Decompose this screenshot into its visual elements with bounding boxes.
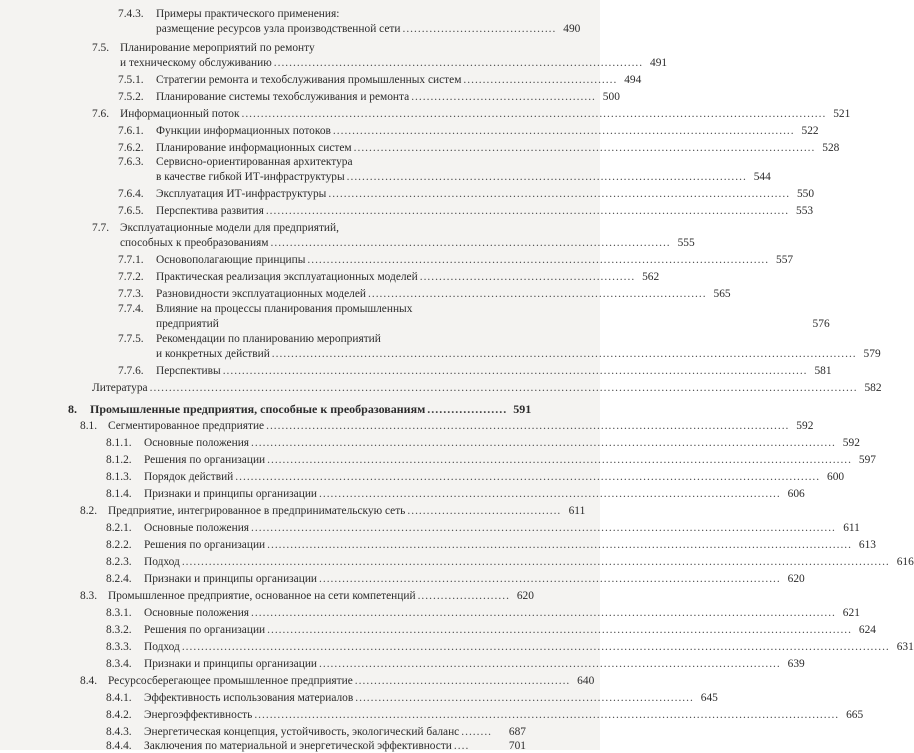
toc-entry-8-3-3 — [106, 641, 914, 654]
toc-entry-page: 687 — [508, 726, 526, 738]
leader-dots: ........................................................................................ — [355, 692, 694, 704]
leader-dots: ........................................................................................................................................................................................ — [149, 382, 858, 394]
toc-entry-title: Основные положения — [144, 437, 250, 449]
toc-entry-number: 8.2.3. — [106, 556, 132, 568]
leader-dots: ........................................ — [463, 74, 618, 86]
toc-entry-page: 528 — [822, 142, 840, 154]
toc-entry-number: 8.4.1. — [106, 692, 132, 704]
toc-entry-7-6-3 — [118, 156, 518, 169]
toc-entry-title: Сервисно-ориентированная архитектура — [156, 156, 353, 168]
toc-entry-7-7-5-cont — [156, 348, 881, 361]
toc-entry-title: Промышленное предприятие, основанное на сети компетенций — [108, 590, 416, 602]
toc-entry-page: 665 — [846, 709, 864, 721]
leader-dots: ........................................................................................................................................................ — [271, 348, 857, 360]
leader-dots: ........................................................................................................................................................ — [235, 471, 821, 483]
leader-dots: ........................................................................................................................................ — [265, 205, 790, 217]
toc-entry-number: 7.5.1. — [118, 74, 144, 86]
leader-dots: ........................................................................................................................................................................................ — [181, 641, 890, 653]
leader-dots: ........................................................................................................................................................................................ — [181, 556, 890, 568]
toc-entry-title-cont: и техническому обслуживанию — [120, 57, 272, 69]
toc-entry-8-1-3 — [106, 471, 845, 484]
toc-entry-title: Признаки и принципы организации — [144, 573, 318, 585]
toc-entry-title: Ресурсосберегающее промышленное предприятие — [108, 675, 353, 687]
toc-entry-title: Подход — [144, 556, 180, 568]
toc-entry-number: 8.2.1. — [106, 522, 132, 534]
leader-dots: .................... — [427, 402, 508, 416]
toc-entry-page: 494 — [624, 74, 642, 86]
toc-entry-7-6-3-cont — [156, 171, 771, 184]
toc-entry-7-6-1 — [118, 125, 819, 138]
toc-entry-7-7-5 — [118, 333, 518, 346]
toc-entry-page: 576 — [812, 318, 830, 330]
toc-entry-number: 7.6.2. — [118, 142, 144, 154]
toc-entry-page: 624 — [858, 624, 876, 636]
toc-entry-number: 7.5.2. — [118, 91, 144, 103]
leader-dots: ........ — [461, 726, 493, 738]
toc-entry-title: Стратегии ремонта и техобслуживания промышленных систем — [156, 74, 462, 86]
toc-entry-7-5-1 — [118, 74, 642, 87]
toc-entry-7-6-4 — [118, 188, 815, 201]
toc-entry-page: 597 — [858, 454, 876, 466]
leader-dots: ........................................................................................................................................................ — [251, 607, 836, 619]
leader-dots: ........................................................................................................................ — [319, 658, 781, 670]
toc-entry-title: Перспективы — [156, 365, 221, 377]
toc-entry-number: 8.3.3. — [106, 641, 132, 653]
toc-entry-number: 7.7.1. — [118, 254, 144, 266]
toc-entry-title: Решения по организации — [144, 454, 266, 466]
leader-dots: ........................................................................................................ — [270, 237, 671, 249]
toc-entry-7-7-cont — [120, 237, 695, 250]
toc-entry-8-1-1 — [106, 437, 860, 450]
toc-entry-title-cont: в качестве гибкой ИТ-инфраструктуры — [156, 171, 345, 183]
toc-entry-page: 555 — [677, 237, 695, 249]
toc-entry-title: Заключения по материальной и энергетической эффективности — [144, 740, 452, 752]
toc-entry-page: 521 — [833, 108, 851, 120]
toc-entry-page: 613 — [858, 539, 876, 551]
toc-entry-title-cont: и конкретных действий — [156, 348, 270, 360]
toc-entry-number: 7.6.3. — [118, 156, 144, 168]
toc-entry-title: Решения по организации — [144, 539, 266, 551]
toc-entry-title-cont: размещение ресурсов узла производственной сети — [156, 23, 401, 35]
toc-chapter-8 — [68, 402, 532, 416]
toc-entry-8-4-2 — [106, 709, 864, 722]
leader-dots: ................................................................................................ — [273, 57, 644, 69]
toc-entry-7-4-3 — [118, 8, 518, 21]
leader-dots: ........................................................................................................................................................ — [251, 522, 836, 534]
toc-entry-number: 7.6.5. — [118, 205, 144, 217]
toc-entry-page: 611 — [843, 522, 860, 534]
toc-entry-page: 606 — [787, 488, 805, 500]
toc-entry-8-3-2 — [106, 624, 876, 637]
toc-entry-page: 557 — [776, 254, 794, 266]
leader-dots: ........................................................................................................................................................ — [267, 454, 852, 466]
toc-entry-8-4-4 — [106, 740, 526, 753]
leader-dots: ........................................ — [402, 23, 557, 35]
leader-dots — [221, 318, 806, 331]
toc-entry-title: Информационный поток — [120, 108, 240, 120]
toc-entry-title: Эксплуатация ИТ-инфраструктуры — [156, 188, 327, 200]
toc-entry-page: 631 — [896, 641, 914, 653]
toc-entry-7-6-2 — [118, 142, 840, 155]
leader-dots: ........................................................................................ — [368, 288, 707, 300]
toc-entry-7-7-1 — [118, 254, 794, 267]
toc-entry-title: Признаки и принципы организации — [144, 488, 318, 500]
toc-entry-title: Влияние на процессы планирования промышленных — [156, 303, 413, 315]
toc-entry-title-cont: способных к преобразованиям — [120, 237, 269, 249]
toc-entry-number: 8.1.2. — [106, 454, 132, 466]
leader-dots: ........................................................................................................................................................ — [251, 437, 836, 449]
toc-entry-page: 579 — [863, 348, 881, 360]
toc-entry-title: Рекомендации по планированию мероприятий — [156, 333, 381, 345]
toc-entry-7-7-6 — [118, 365, 832, 378]
toc-entry-7-7-4 — [118, 303, 518, 316]
toc-entry-number: 7.7.4. — [118, 303, 144, 315]
toc-entry-number: 8.3.4. — [106, 658, 132, 670]
leader-dots: ........................................................................................................................................................ — [254, 709, 840, 721]
toc-entry-number: 7.6.1. — [118, 125, 144, 137]
toc-entry-8-4 — [80, 675, 595, 688]
leader-dots: ........................................................................................................................ — [332, 125, 795, 137]
toc-entry-page: 640 — [577, 675, 595, 687]
toc-entry-number: 7.7.6. — [118, 365, 144, 377]
toc-entry-number: 7.7.5. — [118, 333, 144, 345]
leader-dots: ........................ — [417, 590, 510, 602]
toc-entry-7-7-2 — [118, 271, 660, 284]
leader-dots: ........................................................................................................................................................ — [267, 539, 852, 551]
toc-entry-title: Подход — [144, 641, 180, 653]
toc-entry-7-5 — [92, 42, 512, 55]
toc-entry-page: 611 — [568, 505, 586, 517]
leader-dots: ........................................................................................................ — [346, 171, 747, 183]
leader-dots: ........................................................................................................................................................ — [241, 108, 827, 120]
toc-entry-7-6-5 — [118, 205, 814, 218]
toc-entry-page: 544 — [753, 171, 771, 183]
toc-entry-title: Признаки и принципы организации — [144, 658, 318, 670]
toc-entry-title: Эксплуатационные модели для предприятий, — [120, 222, 339, 234]
toc-entry-title: Промышленные предприятия, способные к преобразованиям — [90, 402, 426, 416]
toc-entry-7-5-cont — [120, 57, 668, 70]
leader-dots: ................................................ — [411, 91, 596, 103]
toc-entry-number: 8.2. — [80, 505, 98, 517]
toc-entry-title: Порядок действий — [144, 471, 234, 483]
toc-entry-title: Перспектива развития — [156, 205, 264, 217]
toc-entry-page: 592 — [842, 437, 860, 449]
leader-dots: ........................................................................................................................ — [328, 188, 791, 200]
leader-dots: ........................................................................................................................ — [319, 573, 781, 585]
toc-entry-number: 8.4.2. — [106, 709, 132, 721]
toc-entry-page: 491 — [650, 57, 668, 69]
toc-entry-7-7-4-cont — [156, 318, 830, 331]
toc-entry-title: Примеры практического применения: — [156, 8, 340, 20]
leader-dots: ........................................................................................................................ — [307, 254, 770, 266]
toc-entry-number: 8.1.3. — [106, 471, 132, 483]
leader-dots: ........................................................................................................................................................ — [267, 624, 852, 636]
toc-entry-8-1-4 — [106, 488, 805, 501]
toc-entry-title-cont: предприятий — [156, 318, 219, 330]
leader-dots: ........................................................................................................................................ — [266, 420, 790, 432]
toc-entry-page: 592 — [796, 420, 814, 432]
leader-dots: ........................................................ — [419, 271, 636, 283]
toc-entry-number: 8.4. — [80, 675, 98, 687]
toc-entry-page: 565 — [713, 288, 731, 300]
toc-entry-title: Планирование мероприятий по ремонту — [120, 42, 315, 54]
toc-entry-title: Практическая реализация эксплуатационных моделей — [156, 271, 418, 283]
toc-entry-page: 616 — [896, 556, 914, 568]
leader-dots: .... — [453, 740, 470, 752]
toc-entry-title: Планирование информационных систем — [156, 142, 352, 154]
toc-entry-7-7-3 — [118, 288, 731, 301]
toc-entry-page: 553 — [796, 205, 814, 217]
toc-entry-7-6 — [92, 108, 851, 121]
toc-entry-title: Основные положения — [144, 522, 250, 534]
toc-entry-number: 8.3.1. — [106, 607, 132, 619]
toc-entry-7-7 — [92, 222, 512, 235]
toc-entry-number: 7.6.4. — [118, 188, 144, 200]
toc-entry-8-2-1 — [106, 522, 860, 535]
toc-entry-title: Разновидности эксплуатационных моделей — [156, 288, 366, 300]
toc-entry-page: 581 — [814, 365, 832, 377]
leader-dots: ........................................................................................................................ — [353, 142, 816, 154]
toc-entry-title: Планирование системы техобслуживания и ремонта — [156, 91, 410, 103]
toc-entry-title: Энергоэффективность — [144, 709, 253, 721]
toc-entry-number: 7.4.3. — [118, 8, 144, 20]
toc-entry-page: 600 — [827, 471, 845, 483]
toc-entry-8-1 — [80, 420, 814, 433]
toc-entry-title: Эффективность использования материалов — [144, 692, 354, 704]
toc-entry-page: 582 — [864, 382, 882, 394]
toc-entry-page: 500 — [602, 91, 620, 103]
toc-entry-page: 621 — [842, 607, 860, 619]
toc-entry-number: 8. — [68, 402, 77, 416]
toc-entry-title: Основные положения — [144, 607, 250, 619]
toc-entry-number: 7.7.3. — [118, 288, 144, 300]
toc-entry-page: 550 — [796, 188, 815, 200]
toc-entry-title: Сегментированное предприятие — [108, 420, 265, 432]
toc-entry-page: 620 — [516, 590, 534, 602]
toc-entry-8-2-3 — [106, 556, 914, 569]
toc-entry-title: Функции информационных потоков — [156, 125, 331, 137]
toc-entry-title: Литература — [92, 382, 148, 394]
toc-entry-8-1-2 — [106, 454, 876, 467]
leader-dots: ........................................................................................................................ — [319, 488, 781, 500]
toc-entry-8-2 — [80, 505, 586, 518]
toc-entry-number: 8.4.4. — [106, 740, 132, 752]
toc-entry-page: 645 — [700, 692, 718, 704]
toc-entry-page: 490 — [563, 23, 581, 35]
toc-entry-number: 7.7.2. — [118, 271, 144, 283]
toc-entry-8-4-1 — [106, 692, 718, 705]
toc-entry-number: 8.3.2. — [106, 624, 132, 636]
toc-entry-8-3-4 — [106, 658, 805, 671]
toc-entry-title: Решения по организации — [144, 624, 266, 636]
toc-entry-number: 8.1. — [80, 420, 98, 432]
toc-entry-title: Предприятие, интегрированное в предпринимательскую сеть — [108, 505, 406, 517]
toc-entry-page: 701 — [508, 740, 526, 752]
leader-dots: ........................................................................................................................................................ — [222, 365, 808, 377]
toc-entry-number: 8.4.3. — [106, 726, 132, 738]
toc-entry-literature — [92, 382, 882, 395]
toc-entry-8-3-1 — [106, 607, 860, 620]
toc-entry-7-4-3-cont — [156, 23, 581, 36]
toc-entry-number: 7.7. — [92, 222, 110, 234]
toc-entry-page: 562 — [642, 271, 660, 283]
toc-entry-number: 7.6. — [92, 108, 110, 120]
leader-dots: ........................................................ — [354, 675, 571, 687]
toc-entry-page: 620 — [787, 573, 805, 585]
toc-entry-number: 8.1.1. — [106, 437, 132, 449]
toc-entry-title: Энергетическая концепция, устойчивость, экологический баланс — [144, 726, 460, 738]
toc-entry-page: 591 — [513, 402, 532, 416]
toc-entry-page: 639 — [787, 658, 805, 670]
toc-entry-8-2-4 — [106, 573, 805, 586]
toc-entry-8-2-2 — [106, 539, 876, 552]
toc-entry-number: 8.2.4. — [106, 573, 132, 585]
toc-entry-8-4-3 — [106, 726, 526, 739]
toc-entry-number: 8.1.4. — [106, 488, 132, 500]
toc-entry-number: 8.3. — [80, 590, 98, 602]
toc-entry-8-3 — [80, 590, 534, 603]
toc-entry-page: 522 — [801, 125, 819, 137]
toc-entry-title: Основополагающие принципы — [156, 254, 306, 266]
leader-dots: ........................................ — [407, 505, 562, 517]
toc-entry-7-5-2 — [118, 91, 620, 104]
toc-entry-number: 7.5. — [92, 42, 110, 54]
toc-entry-number: 8.2.2. — [106, 539, 132, 551]
